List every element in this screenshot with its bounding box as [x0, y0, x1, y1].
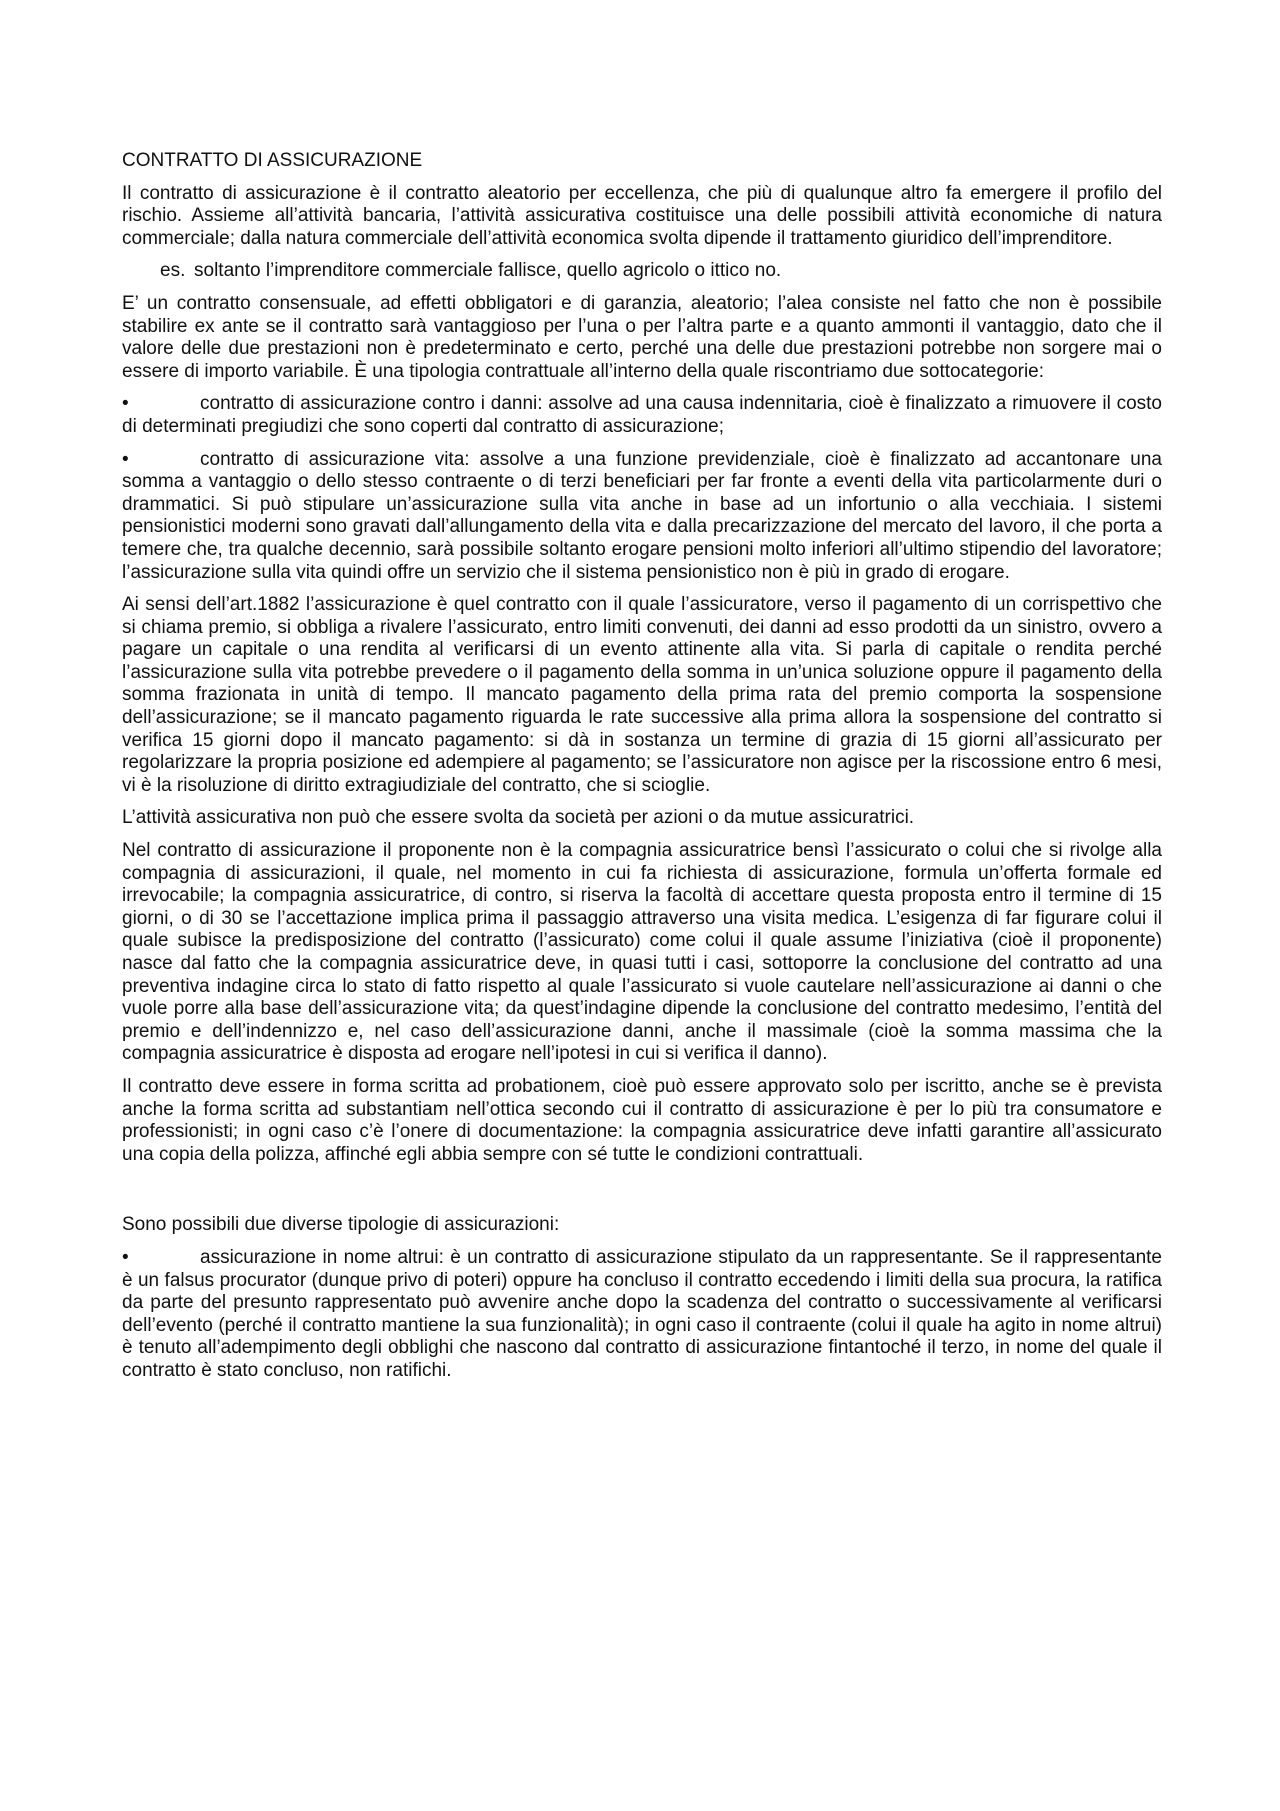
- bullet-icon: •: [122, 448, 129, 470]
- intro-paragraph: Il contratto di assicurazione è il contratto aleatorio per eccellenza, che più di qualunque altro fa emergere il profilo del rischio. Assieme all’attività bancaria, l’attività assicurativa costituisce una delle possibili attività economiche di natura commerciale; dalla natura commerciale dell’attività economica svolta dipende il trattamento giuridico dell’imprenditore.: [122, 182, 1162, 249]
- bullet-item-danni: [122, 393, 1162, 438]
- paragraph-tipologie: Sono possibili due diverse tipologie di assicurazioni:: [122, 1214, 560, 1236]
- example-text: soltanto l’imprenditore commerciale fallisce, quello agricolo o ittico no.: [194, 260, 782, 282]
- example-label: es.: [160, 260, 186, 282]
- document-title: CONTRATTO DI ASSICURAZIONE: [122, 150, 423, 171]
- paragraph-consensuale: E’ un contratto consensuale, ad effetti obbligatori e di garanzia, aleatorio; l’alea consiste nel fatto che non è possibile stabilire ex ante se il contratto sarà vantaggioso per l’una o per l’altra parte e a quanto ammonti il vantaggio, dato che il valore delle due prestazioni non è predeterminato e certo, perché una delle due prestazioni potrebbe non sorgere mai o essere di importo variabile. È una tipologia contrattuale all’interno della quale riscontriamo due sottocategorie:: [122, 292, 1162, 382]
- example-line: [122, 260, 1162, 283]
- bullet-text: contratto di assicurazione contro i danni: assolve ad una causa indennitaria, cioè è finalizzato a rimuovere il costo di determinati pregiudizi che sono coperti dal contratto di assicurazione;: [122, 393, 1162, 437]
- paragraph-forma: Il contratto deve essere in forma scritta ad probationem, cioè può essere approvato solo per iscritto, anche se è prevista anche la forma scritta ad substantiam nell’ottica secondo cui il contratto di assicurazione è per lo più tra consumatore e professionisti; in ogni caso c’è l’onere di documentazione: la compagnia assicuratrice deve infatti garantire all’assicurato una copia della polizza, affinché egli abbia sempre con sé tutte le condizioni contrattuali.: [122, 1075, 1162, 1165]
- bullet-text: contratto di assicurazione vita: assolve a una funzione previdenziale, cioè è finalizzato ad accantonare una somma a vantaggio o dello stesso contraente o di terzi beneficiari per far fronte a eventi della vita particolarmente duri o drammatici. Si può stipulare un’assicurazione sulla vita anche in base ad un infortunio o alla vecchiaia. I sistemi pensionistici moderni sono gravati dall’allungamento della vita e dalla precarizzazione del mercato del lavoro, il che porta a temere che, tra qualche decennio, sarà possibile soltanto erogare pensioni molto inferiori all’ultimo stipendio del lavoratore; l’assicurazione sulla vita quindi offre un servizio che il sistema pensionistico non è più in grado di erogare.: [122, 448, 1162, 583]
- paragraph-societa: L’attività assicurativa non può che essere svolta da società per azioni o da mutue assicuratrici.: [122, 807, 915, 829]
- bullet-icon: •: [122, 1246, 129, 1268]
- bullet-text: assicurazione in nome altrui: è un contratto di assicurazione stipulato da un rappresentante. Se il rappresentante è un falsus procurator (dunque privo di poteri) oppure ha concluso il contratto eccedendo i limiti della sua procura, la ratifica da parte del presunto rappresentato può avvenire anche dopo la scadenza del contratto o successivamente al verificarsi dell’evento (perché il contratto mantiene la sua funzionalità); in ogni caso il contraente (colui il quale ha agito in nome altrui) è tenuto all’adempimento degli obblighi che nascono dal contratto di assicurazione fintantoché il terzo, in nome del quale il contratto è stato concluso, non ratifichi.: [122, 1246, 1162, 1381]
- paragraph-art1882: Ai sensi dell’art.1882 l’assicurazione è quel contratto con il quale l’assicuratore, verso il pagamento di un corrispettivo che si chiama premio, si obbliga a rivalere l’assicurato, entro limiti convenuti, dei danni ad esso prodotti da un sinistro, ovvero a pagare un capitale o una rendita al verificarsi di un evento attinente alla vita. Si parla di capitale o rendita perché l’assicurazione sulla vita potrebbe prevedere o il pagamento della somma in un’unica soluzione oppure il pagamento della somma frazionata in unità di tempo. Il mancato pagamento della prima rata del premio comporta la sospensione dell’assicurazione; se il mancato pagamento riguarda le rate successive alla prima allora la sospensione del contratto si verifica 15 giorni dopo il mancato pagamento: si dà in sostanza un termine di grazia di 15 giorni all’assicurato per regolarizzare la propria posizione ed adempiere al pagamento; se l’assicuratore non agisce per la riscossione entro 6 mesi, vi è la risoluzione di diritto extragiudiziale del contratto, che si scioglie.: [122, 594, 1162, 796]
- document-page: [122, 150, 1162, 1393]
- bullet-item-nome-altrui: [122, 1247, 1162, 1383]
- paragraph-proponente: Nel contratto di assicurazione il proponente non è la compagnia assicuratrice bensì l’assicurato o colui che si rivolge alla compagnia di assicurazioni, il quale, nel momento in cui fa richiesta di assicurazione, formula un’offerta formale ed irrevocabile; la compagnia assicuratrice, di contro, si riserva la facoltà di accettare questa proposta entro il termine di 15 giorni, o di 30 se l’accettazione implica prima il passaggio attraverso una visita medica. L’esigenza di far figurare colui il quale subisce la predisposizione del contratto (l’assicurato) come colui il quale assume l’iniziativa (cioè il proponente) nasce dal fatto che la compagnia assicuratrice deve, in quasi tutti i casi, sottoporre la conclusione del contratto ad una preventiva indagine circa lo stato di fatto rispetto al quale l’assicurato si vuole cautelare nell’assicurazione ai danni o che vuole porre alla base dell’assicurazione vita; da quest’indagine dipende la conclusione del contratto medesimo, l’entità del premio e dell’indennizzo e, nel caso dell’assicurazione danni, anche il massimale (cioè la somma massima che la compagnia assicuratrice è disposta ad erogare nell’ipotesi in cui si verifica il danno).: [122, 840, 1162, 1065]
- bullet-icon: •: [122, 393, 129, 415]
- blank-line: [122, 1176, 1162, 1214]
- bullet-item-vita: [122, 449, 1162, 585]
